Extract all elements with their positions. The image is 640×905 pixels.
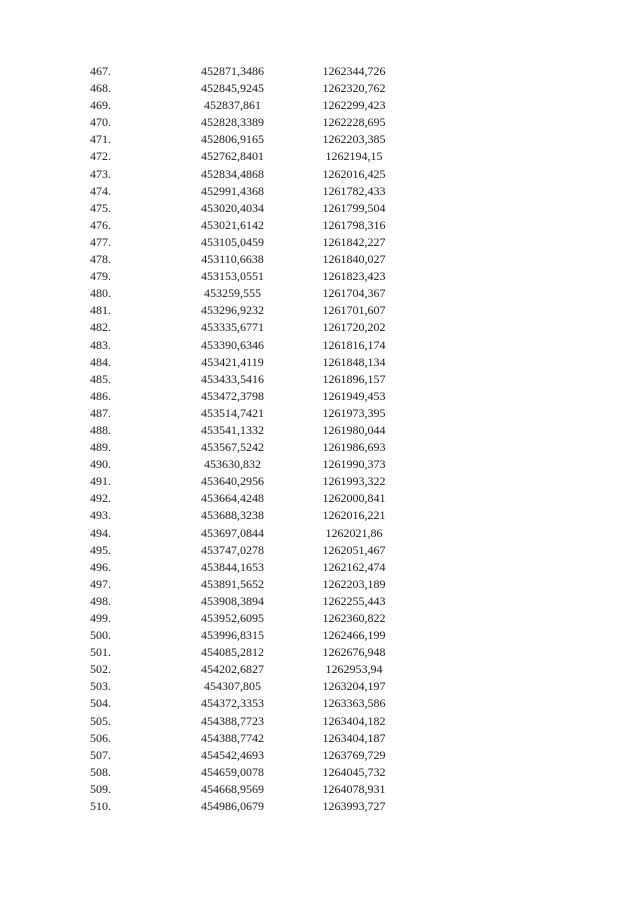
table-row xyxy=(90,661,408,678)
y-coordinate: 1263404,182 xyxy=(322,713,386,728)
point-number: 510. xyxy=(90,799,111,814)
x-coordinate: 453020,4034 xyxy=(201,200,264,215)
y-coordinate: 1262676,948 xyxy=(322,645,386,660)
x-coordinate: 453421,4119 xyxy=(201,354,264,369)
y-coordinate: 1262162,474 xyxy=(322,559,386,574)
table-row xyxy=(90,559,408,576)
point-number: 478. xyxy=(90,252,111,267)
y-coordinate: 1262194,15 xyxy=(325,149,383,164)
point-number: 483. xyxy=(90,337,111,352)
table-row xyxy=(90,97,408,114)
table-row xyxy=(90,200,408,217)
table-row xyxy=(90,148,408,165)
point-number: 488. xyxy=(90,422,111,437)
point-number: 471. xyxy=(90,132,111,147)
point-number: 503. xyxy=(90,679,111,694)
x-coordinate: 453664,4248 xyxy=(201,491,264,506)
y-coordinate: 1263404,187 xyxy=(322,730,386,745)
point-number: 490. xyxy=(90,457,111,472)
table-row xyxy=(90,63,408,80)
point-number: 504. xyxy=(90,696,111,711)
point-number: 495. xyxy=(90,542,111,557)
y-coordinate: 1262299,423 xyxy=(322,98,386,113)
point-number: 474. xyxy=(90,183,111,198)
x-coordinate: 453335,6771 xyxy=(201,320,264,335)
point-number: 476. xyxy=(90,217,111,232)
x-coordinate: 453259,555 xyxy=(204,286,261,301)
table-row xyxy=(90,593,408,610)
point-number: 469. xyxy=(90,98,111,113)
point-number: 496. xyxy=(90,559,111,574)
y-coordinate: 1261701,607 xyxy=(322,303,386,318)
table-row xyxy=(90,678,408,695)
point-number: 481. xyxy=(90,303,111,318)
table-row xyxy=(90,405,408,422)
x-coordinate: 453697,0844 xyxy=(201,525,264,540)
point-number: 500. xyxy=(90,628,111,643)
y-coordinate: 1262953,94 xyxy=(325,662,383,677)
x-coordinate: 454202,6827 xyxy=(201,662,264,677)
y-coordinate: 1261799,504 xyxy=(322,200,386,215)
y-coordinate: 1261986,693 xyxy=(322,440,386,455)
x-coordinate: 452845,9245 xyxy=(201,81,264,96)
x-coordinate: 453688,3238 xyxy=(201,508,264,523)
point-number: 492. xyxy=(90,491,111,506)
x-coordinate: 453153,0551 xyxy=(201,269,264,284)
point-number: 506. xyxy=(90,730,111,745)
x-coordinate: 454542,4693 xyxy=(201,747,264,762)
y-coordinate: 1263204,197 xyxy=(322,679,386,694)
point-number: 477. xyxy=(90,234,111,249)
table-row xyxy=(90,781,408,798)
y-coordinate: 1262360,822 xyxy=(322,611,386,625)
y-coordinate: 1262203,385 xyxy=(322,132,386,147)
x-coordinate: 454372,3353 xyxy=(201,696,264,711)
y-coordinate: 1263363,586 xyxy=(322,696,386,711)
point-number: 467. xyxy=(90,64,111,78)
y-coordinate: 1261720,202 xyxy=(322,320,386,335)
x-coordinate: 453908,3894 xyxy=(201,593,264,608)
table-row xyxy=(90,713,408,730)
point-number: 485. xyxy=(90,371,111,386)
point-number: 473. xyxy=(90,166,111,181)
x-coordinate: 453433,5416 xyxy=(201,371,264,386)
point-number: 507. xyxy=(90,747,111,762)
x-coordinate: 454388,7742 xyxy=(201,730,264,745)
table-row xyxy=(90,525,408,542)
y-coordinate: 1261704,367 xyxy=(322,286,386,301)
y-coordinate: 1264045,732 xyxy=(322,764,386,779)
coordinate-table xyxy=(90,63,408,815)
point-number: 498. xyxy=(90,593,111,608)
point-number: 491. xyxy=(90,474,111,489)
table-row xyxy=(90,747,408,764)
x-coordinate: 454986,0679 xyxy=(201,799,264,814)
y-coordinate: 1262466,199 xyxy=(322,628,386,643)
y-coordinate: 1262021,86 xyxy=(325,525,383,540)
point-number: 493. xyxy=(90,508,111,523)
x-coordinate: 453021,6142 xyxy=(201,217,264,232)
table-row xyxy=(90,730,408,747)
x-coordinate: 453844,1653 xyxy=(201,559,264,574)
table-row xyxy=(90,422,408,439)
x-coordinate: 454668,9569 xyxy=(201,781,264,796)
x-coordinate: 454388,7723 xyxy=(201,713,264,728)
coordinate-table-body xyxy=(90,63,408,815)
table-row xyxy=(90,439,408,456)
x-coordinate: 453541,1332 xyxy=(201,422,264,437)
point-number: 479. xyxy=(90,269,111,284)
y-coordinate: 1263993,727 xyxy=(322,799,386,814)
x-coordinate: 453514,7421 xyxy=(201,405,264,420)
table-row xyxy=(90,456,408,473)
y-coordinate: 1262016,221 xyxy=(322,508,386,523)
y-coordinate: 1261980,044 xyxy=(322,422,386,437)
table-row xyxy=(90,183,408,200)
x-coordinate: 452762,8401 xyxy=(201,149,264,164)
x-coordinate: 453747,0278 xyxy=(201,542,264,557)
x-coordinate: 452871,3486 xyxy=(201,64,264,78)
table-row xyxy=(90,285,408,302)
x-coordinate: 453110,6638 xyxy=(201,252,264,267)
table-row xyxy=(90,764,408,781)
y-coordinate: 1262203,189 xyxy=(322,576,386,591)
y-coordinate: 1261848,134 xyxy=(322,354,386,369)
point-number: 472. xyxy=(90,149,111,164)
y-coordinate: 1262016,425 xyxy=(322,166,386,181)
table-row xyxy=(90,114,408,131)
y-coordinate: 1262255,443 xyxy=(322,593,386,608)
point-number: 509. xyxy=(90,781,111,796)
y-coordinate: 1261990,373 xyxy=(322,457,386,472)
table-row xyxy=(90,371,408,388)
y-coordinate: 1261896,157 xyxy=(322,371,386,386)
x-coordinate: 453472,3798 xyxy=(201,388,264,403)
y-coordinate: 1261842,227 xyxy=(322,234,386,249)
x-coordinate: 453640,2956 xyxy=(201,474,264,489)
table-row xyxy=(90,131,408,148)
x-coordinate: 452837,861 xyxy=(204,98,261,113)
point-number: 487. xyxy=(90,405,111,420)
table-row xyxy=(90,217,408,234)
x-coordinate: 453105,0459 xyxy=(201,234,264,249)
point-number: 470. xyxy=(90,115,111,130)
y-coordinate: 1261782,433 xyxy=(322,183,386,198)
x-coordinate: 452806,9165 xyxy=(201,132,264,147)
x-coordinate: 452834,4868 xyxy=(201,166,264,181)
y-coordinate: 1261798,316 xyxy=(322,217,386,232)
y-coordinate: 1262344,726 xyxy=(322,64,386,78)
x-coordinate: 453296,9232 xyxy=(201,303,264,318)
point-number: 480. xyxy=(90,286,111,301)
table-row xyxy=(90,166,408,183)
point-number: 486. xyxy=(90,388,111,403)
point-number: 489. xyxy=(90,440,111,455)
y-coordinate: 1262320,762 xyxy=(322,81,386,96)
table-row xyxy=(90,80,408,97)
y-coordinate: 1261816,174 xyxy=(322,337,386,352)
table-row xyxy=(90,695,408,712)
point-number: 501. xyxy=(90,645,111,660)
point-number: 499. xyxy=(90,611,111,625)
table-row xyxy=(90,388,408,405)
point-number: 497. xyxy=(90,576,111,591)
point-number: 508. xyxy=(90,764,111,779)
point-number: 468. xyxy=(90,81,111,96)
y-coordinate: 1261993,322 xyxy=(322,474,386,489)
table-row xyxy=(90,490,408,507)
x-coordinate: 454085,2812 xyxy=(201,645,264,660)
point-number: 494. xyxy=(90,525,111,540)
table-row xyxy=(90,302,408,319)
x-coordinate: 453630,832 xyxy=(204,457,261,472)
point-number: 482. xyxy=(90,320,111,335)
point-number: 475. xyxy=(90,200,111,215)
table-row xyxy=(90,319,408,336)
y-coordinate: 1263769,729 xyxy=(322,747,386,762)
y-coordinate: 1262051,467 xyxy=(322,542,386,557)
table-row xyxy=(90,610,408,627)
table-row xyxy=(90,627,408,644)
x-coordinate: 452828,3389 xyxy=(201,115,264,130)
table-row xyxy=(90,644,408,661)
table-row xyxy=(90,337,408,354)
table-row xyxy=(90,507,408,524)
y-coordinate: 1261973,395 xyxy=(322,405,386,420)
point-number: 502. xyxy=(90,662,111,677)
table-row xyxy=(90,251,408,268)
table-row xyxy=(90,473,408,490)
x-coordinate: 453567,5242 xyxy=(201,440,264,455)
y-coordinate: 1261823,423 xyxy=(322,269,386,284)
table-row xyxy=(90,798,408,815)
x-coordinate: 453952,6095 xyxy=(201,611,264,625)
y-coordinate: 1261840,027 xyxy=(322,252,386,267)
x-coordinate: 452991,4368 xyxy=(201,183,264,198)
x-coordinate: 454659,0078 xyxy=(201,764,264,779)
x-coordinate: 453996,8315 xyxy=(201,628,264,643)
y-coordinate: 1262000,841 xyxy=(322,491,386,506)
table-row xyxy=(90,268,408,285)
point-number: 505. xyxy=(90,713,111,728)
x-coordinate: 453390,6346 xyxy=(201,337,264,352)
y-coordinate: 1261949,453 xyxy=(322,388,386,403)
x-coordinate: 454307,805 xyxy=(204,679,261,694)
point-number: 484. xyxy=(90,354,111,369)
y-coordinate: 1262228,695 xyxy=(322,115,386,130)
y-coordinate: 1264078,931 xyxy=(322,781,386,796)
table-row xyxy=(90,576,408,593)
table-row xyxy=(90,234,408,251)
table-row xyxy=(90,354,408,371)
table-row xyxy=(90,542,408,559)
x-coordinate: 453891,5652 xyxy=(201,576,264,591)
